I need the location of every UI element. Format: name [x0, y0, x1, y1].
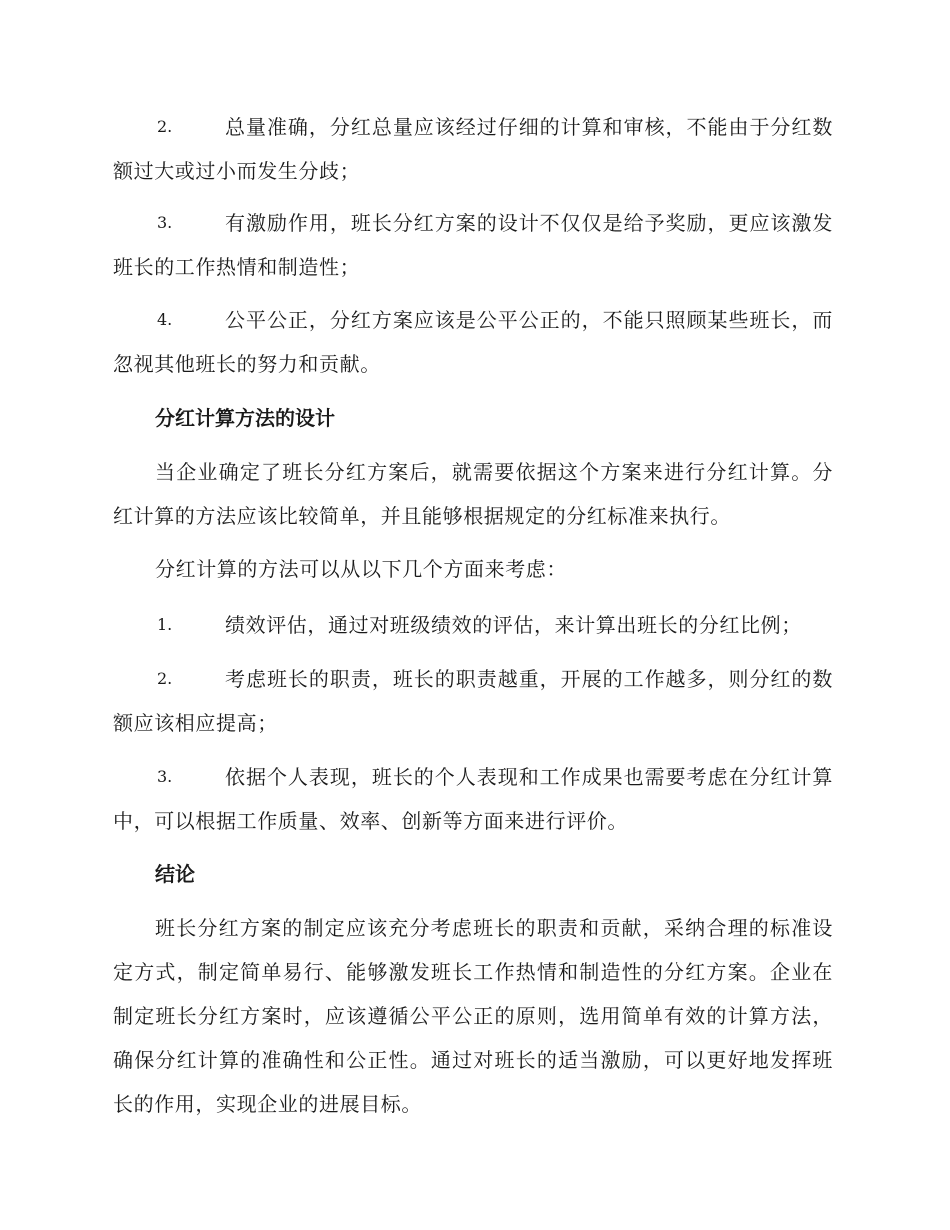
list-item: [113, 105, 833, 193]
list-item: [113, 298, 833, 386]
list-item: [113, 201, 833, 289]
list-item: [113, 603, 833, 647]
list-number: 1.: [157, 615, 173, 634]
list-text: 绩效评估，通过对班级绩效的评估，来计算出班长的分红比例；: [225, 613, 802, 637]
list-number: 2.: [157, 117, 173, 136]
paragraph: [113, 906, 833, 1126]
list-number: 3.: [157, 213, 173, 232]
paragraph-text: 当企业确定了班长分红方案后，就需要依据这个方案来进行分红计算。分红计算的方法应该比较简单，并且能够根据规定的分红标准来执行。: [113, 460, 833, 528]
list-text: 总量准确，分红总量应该经过仔细的计算和审核，不能由于分红数额过大或过小而发生分歧；: [113, 115, 833, 183]
list-item: [113, 755, 833, 843]
list-text: 公平公正，分红方案应该是公平公正的，不能只照顾某些班长，而忽视其他班长的努力和贡献。: [113, 308, 833, 376]
list-item: [113, 657, 833, 745]
paragraph-text: 分红计算的方法可以从以下几个方面来考虑：: [155, 557, 567, 581]
paragraph: [113, 547, 833, 591]
list-number: 2.: [157, 669, 173, 688]
paragraph-text: 班长分红方案的制定应该充分考虑班长的职责和贡献，采纳合理的标准设定方式，制定简单易行、能够激发班长工作热情和制造性的分红方案。企业在制定班长分红方案时，应该遵循公平公正的原则，选用简单有效的计算方法，确保分红计算的准确性和公正性。通过对班长的适当激励，可以更好地发挥班长的作用，实现企业的进展目标。: [113, 916, 833, 1116]
section-heading: 分红计算方法的设计: [155, 406, 335, 430]
list-text: 依据个人表现，班长的个人表现和工作成果也需要考虑在分红计算中，可以根据工作质量、效率、创新等方面来进行评价。: [113, 765, 833, 833]
list-number: 3.: [157, 767, 173, 786]
list-text: 有激励作用，班长分红方案的设计不仅仅是给予奖励，更应该激发班长的工作热情和制造性；: [113, 211, 833, 279]
paragraph: [113, 450, 833, 538]
section-heading: 结论: [155, 862, 195, 886]
list-number: 4.: [157, 310, 173, 329]
list-text: 考虑班长的职责，班长的职责越重，开展的工作越多，则分红的数额应该相应提高；: [113, 667, 833, 735]
